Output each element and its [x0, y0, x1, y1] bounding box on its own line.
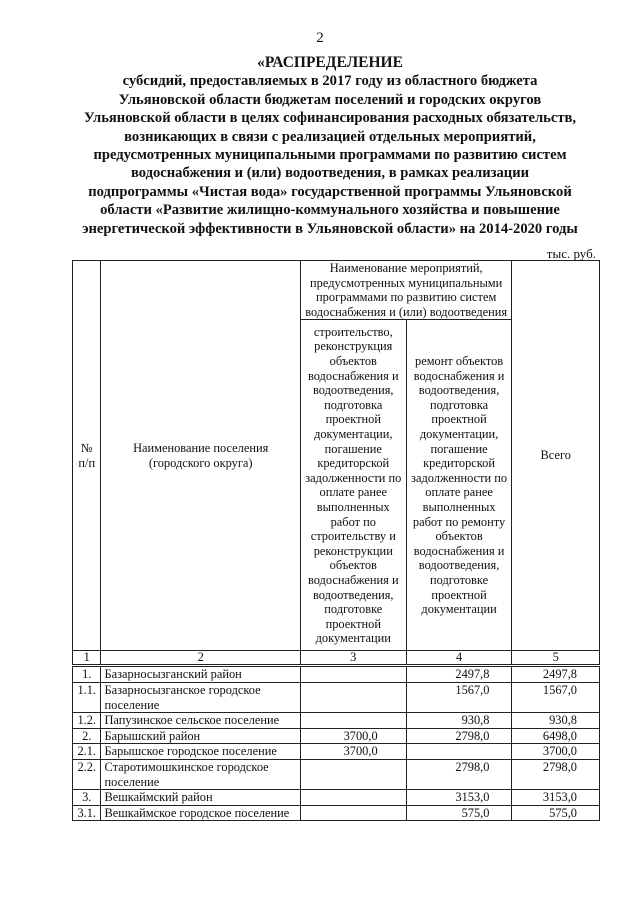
- header-total: Всего: [512, 261, 600, 651]
- row-total: 3700,0: [512, 744, 600, 760]
- row-col4: [406, 744, 512, 760]
- document-title: [60, 54, 600, 238]
- row-name: Папузинское сельское поселение: [101, 713, 300, 729]
- row-num: 1.1.: [73, 682, 101, 712]
- title-line: Ульяновской области бюджетам поселений и городских округов: [118, 91, 542, 108]
- header-group: Наименование мероприятий, предусмотренных муниципальными программами по развитию систем водоснабжения и (или) водоотведения: [300, 261, 512, 320]
- table-row: [73, 682, 600, 712]
- title-line: предусмотренных муниципальными программами по развитию систем: [93, 147, 567, 164]
- row-name: Барышский район: [101, 728, 300, 744]
- header-col3: строительство, реконструкция объектов водоснабжения и водоотведения, подготовка проектной документации, погашение кредиторской задолженности по оплате ранее выполненных работ по строительству и реконструкции объектов водоснабжения и водоотведения, подготовке проектной документации: [300, 320, 406, 651]
- header-name: Наименование поселения (городского округа): [101, 261, 300, 651]
- row-col4: 2798,0: [406, 759, 512, 789]
- row-col3: 3700,0: [300, 728, 406, 744]
- row-col4: 930,8: [406, 713, 512, 729]
- row-name: Вешкаймский район: [101, 790, 300, 806]
- row-total: 2497,8: [512, 666, 600, 683]
- column-index: 5: [512, 651, 600, 666]
- row-num: 3.1.: [73, 805, 101, 821]
- column-index: 3: [300, 651, 406, 666]
- table-row: [73, 805, 600, 821]
- header-num: № п/п: [73, 261, 101, 651]
- table-header-row: [73, 261, 600, 320]
- table-row: [73, 666, 600, 683]
- page-number: 2: [316, 30, 324, 46]
- row-num: 2.1.: [73, 744, 101, 760]
- row-col4: 2798,0: [406, 728, 512, 744]
- row-num: 3.: [73, 790, 101, 806]
- column-index: 2: [101, 651, 300, 666]
- row-col3: [300, 759, 406, 789]
- row-num: 1.2.: [73, 713, 101, 729]
- row-total: 6498,0: [512, 728, 600, 744]
- row-name: Старотимошкинское городское поселение: [101, 759, 300, 789]
- column-index-row: [73, 651, 600, 666]
- units-label: тыс. руб.: [546, 246, 596, 261]
- row-col3: [300, 790, 406, 806]
- title-line: субсидий, предоставляемых в 2017 году из областного бюджета: [122, 73, 538, 90]
- row-name: Базарносызганское городское поселение: [101, 682, 300, 712]
- row-total: 3153,0: [512, 790, 600, 806]
- title-line: «РАСПРЕДЕЛЕНИЕ: [257, 54, 403, 71]
- row-col3: [300, 713, 406, 729]
- row-total: 1567,0: [512, 682, 600, 712]
- title-line: водоснабжения и (или) водоотведения, в рамках реализации: [130, 165, 530, 182]
- row-name: Барышское городское поселение: [101, 744, 300, 760]
- row-col3: [300, 682, 406, 712]
- table-row: [73, 759, 600, 789]
- title-line: энергетической эффективности в Ульяновской области» на 2014-2020 годы: [82, 220, 578, 237]
- row-name: Вешкаймское городское поселение: [101, 805, 300, 821]
- table-row: [73, 790, 600, 806]
- subsidy-table: [72, 260, 600, 821]
- row-col4: 3153,0: [406, 790, 512, 806]
- title-line: Ульяновской области в целях софинансирования расходных обязательств,: [83, 110, 577, 127]
- row-total: 575,0: [512, 805, 600, 821]
- row-total: 930,8: [512, 713, 600, 729]
- title-line: подпрограммы «Чистая вода» государственной программы Ульяновской: [88, 183, 572, 200]
- row-num: 2.: [73, 728, 101, 744]
- table-row: [73, 713, 600, 729]
- title-line: возникающих в связи с реализацией отдельных мероприятий,: [124, 128, 536, 145]
- column-index: 4: [406, 651, 512, 666]
- row-col4: 2497,8: [406, 666, 512, 683]
- row-name: Базарносызганский район: [101, 666, 300, 683]
- row-col3: [300, 805, 406, 821]
- row-col3: 3700,0: [300, 744, 406, 760]
- row-col4: 575,0: [406, 805, 512, 821]
- column-index: 1: [73, 651, 101, 666]
- table-row: [73, 728, 600, 744]
- row-total: 2798,0: [512, 759, 600, 789]
- title-line: области «Развитие жилищно-коммунального хозяйства и повышение: [100, 202, 560, 219]
- row-num: 2.2.: [73, 759, 101, 789]
- table-row: [73, 744, 600, 760]
- row-col3: [300, 666, 406, 683]
- header-col4: ремонт объектов водоснабжения и водоотведения, подготовка проектной документации, погашение кредиторской задолженности по оплате ранее выполненных работ по ремонту объектов водоснабжения и водоотведения, подготовке проектной документации: [406, 320, 512, 651]
- row-num: 1.: [73, 666, 101, 683]
- row-col4: 1567,0: [406, 682, 512, 712]
